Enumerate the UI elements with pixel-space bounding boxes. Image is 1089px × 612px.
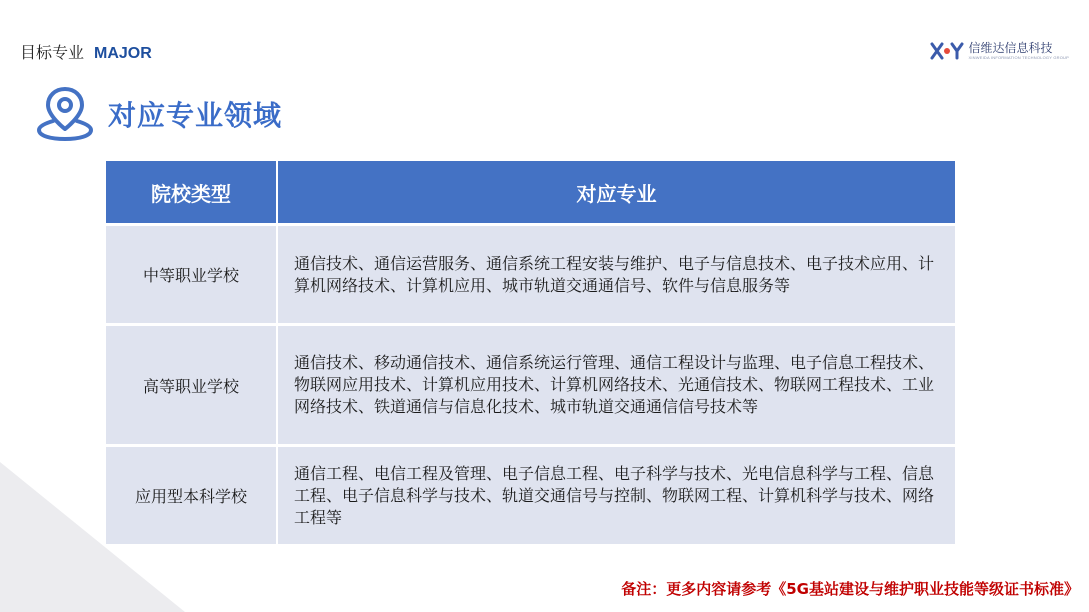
footnote: 备注：更多内容请参考《5G基站建设与维护职业技能等级证书标准》 xyxy=(621,580,1079,598)
header-school-type: 院校类型 xyxy=(106,161,277,225)
location-pin-icon xyxy=(36,85,94,141)
header-majors: 对应专业 xyxy=(277,161,955,225)
school-type-cell: 应用型本科学校 xyxy=(106,446,277,545)
header-title-en: MAJOR xyxy=(94,45,152,62)
logo-mark-icon xyxy=(930,40,964,62)
table-row xyxy=(106,446,955,545)
table-row xyxy=(106,225,955,325)
logo-name-en: XINWEIDA INFORMATION TECHNOLOGY GROUP xyxy=(968,54,1069,60)
page-header xyxy=(20,40,152,63)
table-row xyxy=(106,325,955,446)
majors-cell: 通信技术、移动通信技术、通信系统运行管理、通信工程设计与监理、电子信息工程技术、物联网应用技术、计算机应用技术、计算机网络技术、光通信技术、物联网工程技术、工业网络技术、铁道通信与信息化技术、城市轨道交通通信信号技术等 xyxy=(277,325,955,446)
school-type-cell: 中等职业学校 xyxy=(106,225,277,325)
school-type-cell: 高等职业学校 xyxy=(106,325,277,446)
majors-table xyxy=(106,161,955,544)
header-title-cn: 目标专业 xyxy=(20,43,85,62)
logo-name-cn: 信维达信息科技 xyxy=(968,40,1053,55)
majors-cell: 通信技术、通信运营服务、通信系统工程安装与维护、电子与信息技术、电子技术应用、计算机网络技术、计算机应用、城市轨道交通通信号、软件与信息服务等 xyxy=(277,225,955,325)
majors-cell: 通信工程、电信工程及管理、电子信息工程、电子科学与技术、光电信息科学与工程、信息工程、电子信息科学与技术、轨道交通信号与控制、物联网工程、计算机科学与技术、网络工程等 xyxy=(277,446,955,545)
section-title: 对应专业领域 xyxy=(108,99,283,132)
table-header-row xyxy=(106,161,955,225)
company-logo xyxy=(930,40,1069,62)
